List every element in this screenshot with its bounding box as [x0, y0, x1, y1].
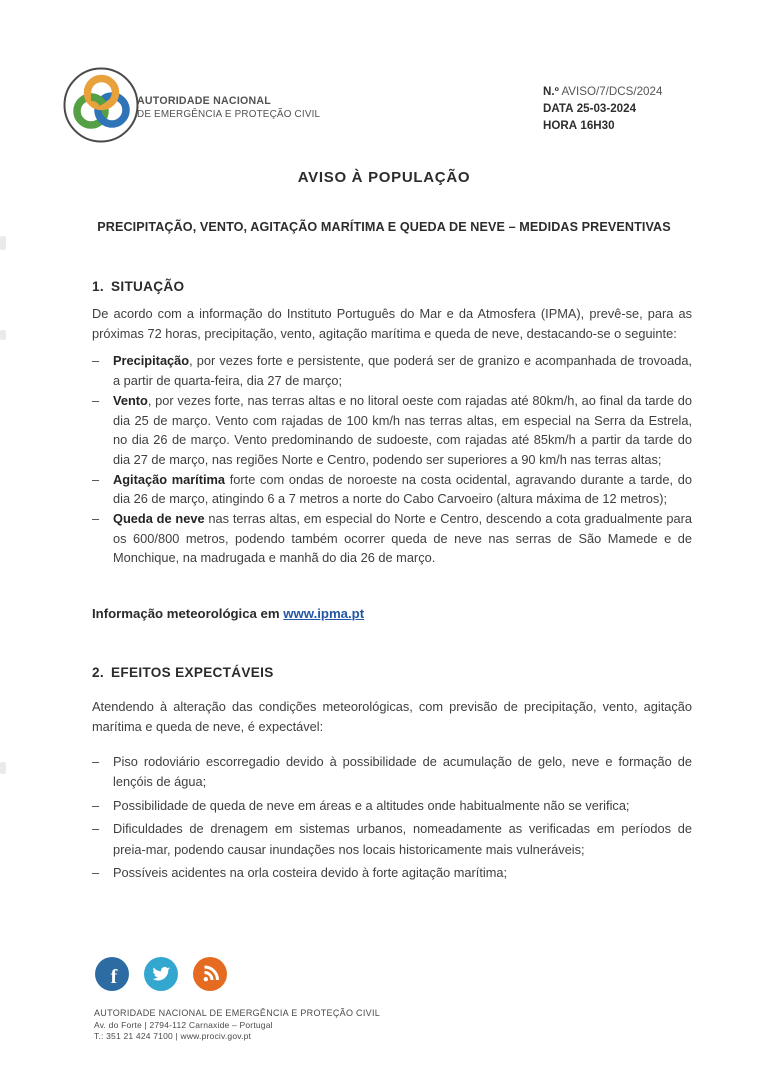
social-links [95, 957, 227, 991]
bullet-dash: – [92, 511, 100, 527]
bullet-item [92, 819, 692, 860]
bullet-item [92, 863, 692, 884]
bullet-text: Possibilidade de queda de neve em áreas e a altitudes onde habitualmente não se verifica; [113, 797, 630, 813]
ref-time-label: HORA [543, 119, 578, 132]
scan-artifact [0, 330, 6, 340]
section2-heading-text: EFEITOS EXPECTÁVEIS [111, 665, 274, 681]
bullet-dash: – [92, 471, 100, 487]
bullet-text: Dificuldades de drenagem em sistemas urbanos, nomeadamente as verificadas em períodos de preia-mar, podendo causar inundações nos locais historicamente mais vulneráveis; [113, 821, 692, 857]
ipma-link[interactable]: www.ipma.pt [283, 606, 365, 622]
section2-number: 2. [92, 665, 104, 681]
bullet-dash: – [92, 797, 100, 813]
bullet-text [113, 470, 692, 509]
footer-org-name: AUTORIDADE NACIONAL DE EMERGÊNCIA E PROTEÇÃO CIVIL [94, 1008, 381, 1018]
bullet-dash: – [92, 865, 100, 881]
section1-bullet-list [92, 351, 692, 568]
reference-block [543, 83, 662, 134]
bullet-text: Piso rodoviário escorregadio devido à possibilidade de acumulação de gelo, neve e formação de lençóis de água; [113, 753, 692, 790]
bullet-lead: Agitação marítima [113, 471, 226, 487]
twitter-icon[interactable] [144, 957, 178, 991]
bullet-text [113, 509, 692, 568]
ref-number-value: AVISO/7/DCS/2024 [561, 85, 663, 98]
bullet-item [92, 351, 692, 390]
org-name [137, 95, 320, 121]
org-name-line1: AUTORIDADE NACIONAL [137, 95, 272, 107]
bullet-lead: Queda de neve [113, 511, 205, 527]
scan-artifact [0, 236, 6, 250]
bullet-text [113, 351, 692, 390]
section1-heading-text: SITUAÇÃO [111, 279, 185, 294]
document-body [92, 279, 692, 887]
section2-bullet-list [92, 752, 692, 884]
bullet-text [113, 391, 692, 470]
footer-address: Av. do Forte | 2794-112 Carnaxide – Portugal [94, 1019, 273, 1030]
ref-date-line [543, 100, 662, 117]
ref-number-label: N.º [543, 85, 559, 98]
section1-intro: De acordo com a informação do Instituto Português do Mar e da Atmosfera (IPMA), prevê-se, para as próximas 72 horas, precipitação, vento, agitação marítima e queda de neve, destacando-se o seguinte: [92, 306, 692, 341]
section1-heading [92, 279, 692, 294]
meteo-info-line [92, 606, 692, 621]
bullet-rest: , por vezes forte e persistente, que poderá ser de granizo e acompanhada de trovoada, a partir de quarta-feira, dia 27 de março; [113, 353, 692, 389]
footer-block [94, 1008, 380, 1043]
bullet-item [92, 509, 692, 568]
bullet-text: Possíveis acidentes na orla costeira devido à forte agitação marítima; [113, 865, 508, 881]
page-title: AVISO À POPULAÇÃO [297, 169, 471, 186]
bullet-rest: forte com ondas de noroeste na costa ocidental, agravando durante a tarde, do dia 26 de março, atingindo 6 a 7 metros a norte do Cabo Carvoeiro (altura máxima de 12 metros); [113, 471, 692, 507]
ref-date-value: 25-03-2024 [576, 102, 637, 115]
bullet-rest: nas terras altas, em especial do Norte e Centro, descendo a cota gradualmente para os 600/800 metros, podendo também ocorrer queda de neve nas serras de São Mamede e de Monchique, na madrugada e manhã do dia 26 de março. [113, 511, 692, 566]
bullet-dash: – [92, 821, 100, 837]
rss-icon[interactable] [193, 957, 227, 991]
bullet-dash: – [92, 753, 100, 769]
facebook-icon[interactable] [95, 957, 129, 991]
bullet-lead: Precipitação [113, 353, 190, 369]
bullet-rest: , por vezes forte, nas terras altas e no litoral oeste com rajadas até 80km/h, ao final da tarde do dia 25 de março. Vento com rajadas de 100 km/h nas terras altas, em especial na Serra da Estrela, no dia 26 de março. Vento predominando de sudoeste, com rajadas até 85km/h a partir da tarde do dia 27 de março, nas regiões Norte e Centro, podendo ser superiores a 90 km/h nas terras altas; [113, 392, 692, 467]
bullet-item [92, 391, 692, 470]
bullet-item [92, 796, 692, 817]
bullet-dash: – [92, 392, 100, 408]
scan-artifact [0, 762, 6, 774]
bullet-dash: – [92, 353, 100, 369]
bullet-item [92, 470, 692, 509]
section1-number: 1. [92, 279, 104, 294]
footer-contacts: T.: 351 21 424 7100 | www.prociv.gov.pt [94, 1031, 252, 1041]
bullet-item [92, 752, 692, 793]
ref-time-line [543, 117, 662, 134]
anepc-logo-icon [62, 66, 140, 144]
ref-time-value: 16H30 [580, 119, 615, 132]
ref-date-label: DATA [543, 102, 574, 115]
section2-intro: Atendendo à alteração das condições meteorológicas, com previsão de precipitação, vento, agitação marítima e queda de neve, é expectável: [92, 699, 692, 734]
ref-number-line [543, 83, 662, 100]
svg-text:f: f [110, 966, 118, 988]
document-subject: PRECIPITAÇÃO, VENTO, AGITAÇÃO MARÍTIMA E QUEDA DE NEVE – MEDIDAS PREVENTIVAS [97, 220, 671, 234]
section2-heading [92, 665, 692, 680]
bullet-lead: Vento [113, 392, 148, 408]
org-name-line2: DE EMERGÊNCIA E PROTEÇÃO CIVIL [137, 109, 321, 120]
meteo-info-text: Informação meteorológica em [92, 606, 280, 622]
